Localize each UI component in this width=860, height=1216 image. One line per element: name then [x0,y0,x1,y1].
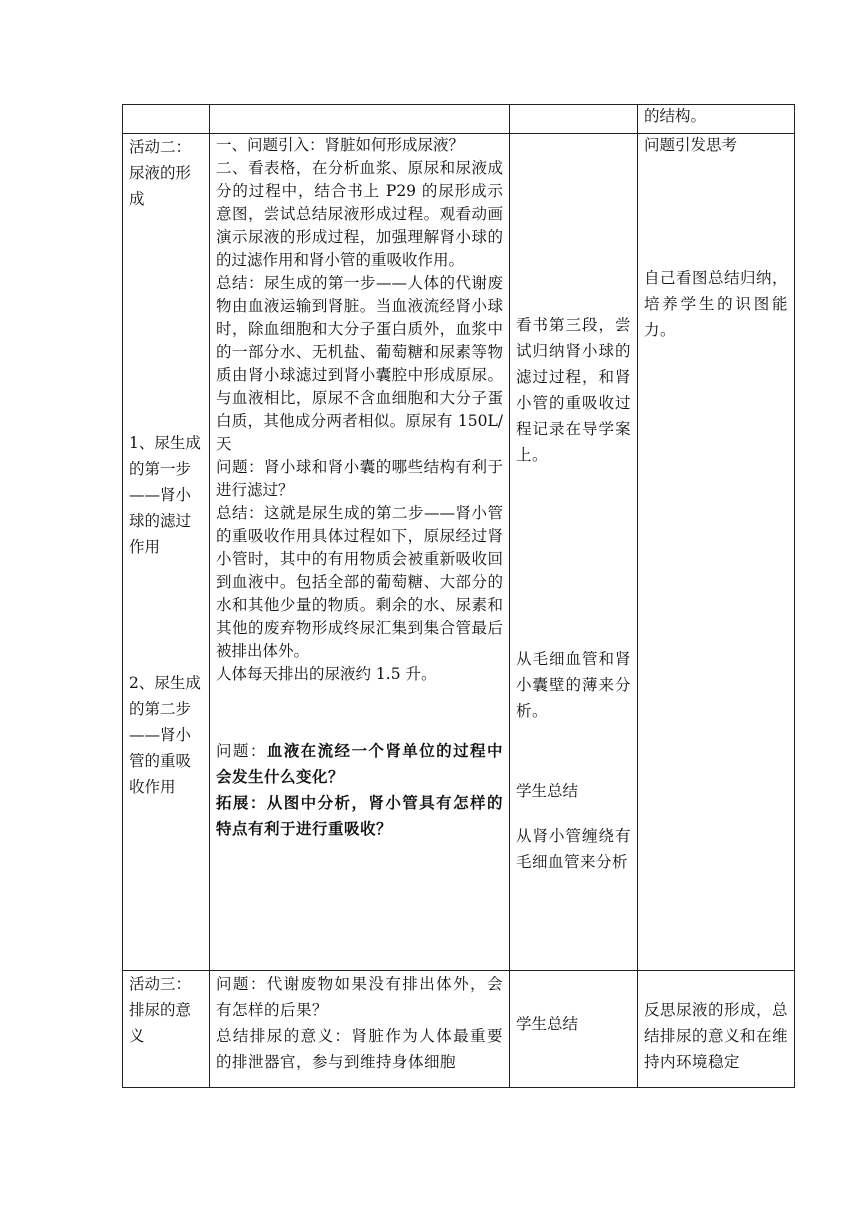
question-paragraph [216,738,503,790]
content-paragraph: 人体每天排出的尿液约 1.5 升。 [216,665,437,683]
student-activity-text: 学生总结 [516,1015,579,1033]
step-title-line: ——肾小 [129,726,192,744]
table-row [123,971,795,1088]
student-activity-text: 从毛细血管和肾小囊壁的薄来分析。 [516,650,631,720]
content-paragraph: 问题：肾小球和肾小囊的哪些结构有利于进行滤过？ [216,458,503,499]
step-title-line: 2、尿生成 [129,674,201,692]
content-cell [210,105,510,134]
step-title-line: 1、尿生成 [129,434,201,452]
activity-title-line: 成 [129,190,145,208]
design-intent-text: 问题引发思考 [644,136,738,154]
activity-cell [123,105,210,134]
content-paragraph: 问题：代谢废物如果没有排出体外，会有怎样的后果？ [216,975,503,1019]
activity-cell [123,134,210,971]
activity-cell [123,971,210,1088]
activity-title-line: 活动二： [129,138,192,156]
design-intent-text: 自己看图总结归纳，培养学生的识图能力。 [644,269,789,339]
student-activity-text: 从肾小管缠绕有毛细血管来分析 [516,827,631,871]
content-paragraph: 二、看表格，在分析血浆、原尿和尿液成分的过程中，结合书上 P29 的尿形成示意图，尝试总结尿液形成过程。观看动画演示尿液的形成过程，加强理解肾小球的的过滤作用和肾小管的重吸收作用。 [216,159,503,269]
step-title-line: 管的重吸 [129,752,192,770]
activity-title-line: 活动三： [129,975,192,993]
lesson-plan-table [122,104,795,1088]
content-cell [210,134,510,971]
content-paragraph: 总结：尿生成的第一步——人体的代谢废物由血液运输到肾脏。当血液流经肾小球时，除血细胞和大分子蛋白质外，血浆中的一部分水、无机盐、葡萄糖和尿素等物质由肾小球滤过到肾小囊腔中形成原尿。与血液相比，原尿不含血细胞和大分子蛋白质，其他成分两者相似。原尿有 150L/天 [216,274,503,453]
step-title-line: 收作用 [129,778,176,796]
student-activity-text: 学生总结 [516,782,579,800]
table-row [123,134,795,971]
activity-title-line: 义 [129,1027,145,1045]
design-intent-text: 反思尿液的形成，总结排尿的意义和在维持内环境稳定 [644,1001,789,1071]
step-title-line: 的第二步 [129,700,192,718]
step-title-line: 作用 [129,538,161,556]
student-activity-text: 看书第三段，尝试归纳肾小球的滤过过程，和肾小管的重吸收过程记录在导学案上。 [516,316,631,464]
content-paragraph: 总结：这就是尿生成的第二步——肾小管的重吸收作用具体过程如下，原尿经过肾小管时，其中的有用物质会被重新吸收回到血液中。包括全部的葡萄糖、大部分的水和其他少量的物质。剩余的水、尿素和其他的废弃物形成终尿汇集到集合管最后被排出体外。 [216,504,503,660]
content-paragraph: 一、问题引入：肾脏如何形成尿液？ [216,136,465,154]
intent-text: 的结构。 [644,107,707,125]
intent-cell [638,105,795,134]
intent-cell [638,971,795,1088]
step-title-line: ——肾小 [129,486,192,504]
question-text: 血液在流经一个肾单位的过程中会发生什么变化？ [216,741,503,786]
student-cell [510,105,638,134]
activity-title-line: 排尿的意 [129,1001,192,1019]
student-cell [510,134,638,971]
student-cell [510,971,638,1088]
question-label: 问题： [216,742,267,760]
step-title-line: 的第一步 [129,460,192,478]
table-row [123,105,795,134]
intent-cell [638,134,795,971]
content-paragraph: 总结排尿的意义：肾脏作为人体最重要的排泄器官，参与到维持身体细胞 [216,1027,503,1071]
step-title-line: 球的滤过 [129,512,192,530]
activity-title-line: 尿液的形 [129,164,192,182]
extension-paragraph: 拓展：从图中分析，肾小管具有怎样的特点有利于进行重吸收？ [216,793,503,838]
content-cell [210,971,510,1088]
